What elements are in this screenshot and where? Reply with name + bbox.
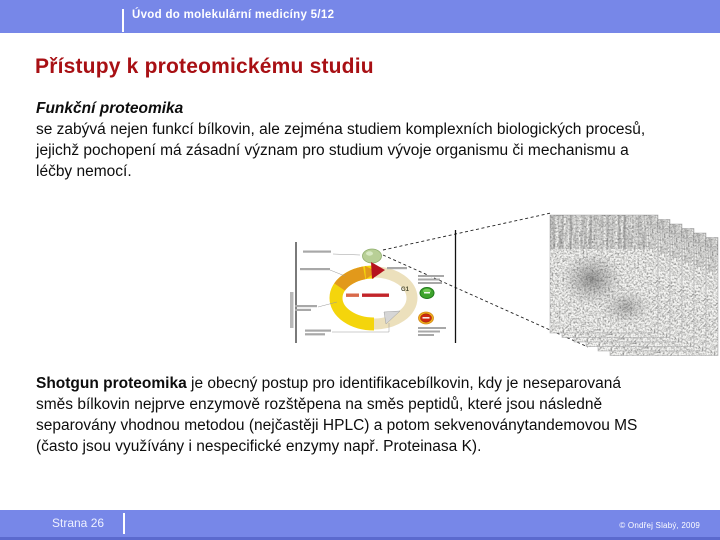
cell-cycle-gel-figure bbox=[285, 190, 720, 362]
page-number-label: Strana 26 bbox=[52, 516, 105, 530]
footer-bar bbox=[0, 510, 720, 540]
footer-divider-line bbox=[123, 513, 125, 534]
phase-label-g1: G1 bbox=[401, 287, 410, 293]
copyright-label: © Ondřej Slabý, 2009 bbox=[619, 521, 700, 530]
shotgun-proteomics-lead: Shotgun proteomika bbox=[36, 375, 187, 392]
icon-label-placeholders bbox=[418, 275, 446, 336]
ring-text-placeholder bbox=[362, 294, 389, 297]
cell-cycle-diagram bbox=[290, 230, 456, 343]
page-title: Přístupy k proteomickému studiu bbox=[35, 55, 374, 78]
ring-text-placeholder bbox=[346, 294, 359, 297]
header-bar bbox=[0, 0, 720, 33]
cyclin-cdk-red-icon bbox=[419, 312, 434, 324]
cell-cycle-gel-figure-svg bbox=[285, 190, 720, 362]
cycle-ring bbox=[336, 262, 412, 324]
functional-proteomics-paragraph bbox=[36, 98, 650, 182]
gel-image-stack bbox=[550, 215, 718, 356]
rotated-caption-placeholder bbox=[290, 292, 294, 328]
cell-icon bbox=[363, 249, 382, 263]
shotgun-proteomics-paragraph bbox=[36, 373, 650, 457]
header-divider-line bbox=[122, 9, 124, 32]
cyclin-cdk-green-icon bbox=[420, 288, 434, 299]
label-placeholder bbox=[303, 251, 331, 253]
course-title: Úvod do molekulární medicíny 5/12 bbox=[132, 9, 335, 21]
functional-proteomics-body: se zabývá nejen funkcí bílkovin, ale zejména studiem komplexních biologických procesů, jejichž pochopení má zásadní význam pro studium vývoje organismu či mechanismu a léčby nemocí. bbox=[36, 121, 646, 180]
shotgun-proteomics-body: je obecný postup pro identifikacebílkovin, kdy je neseparovaná směs bílkovin nejprve enzymově rozštěpena na směs peptidů, které jsou následně separovány vhodnou metodou (nejčastěji HPLC) a potom sekvenoványtandemovou MS (často jsou využívány i nespecifické enzymy např. Proteinasa K). bbox=[36, 375, 638, 455]
functional-proteomics-heading: Funkční proteomika bbox=[36, 100, 184, 117]
